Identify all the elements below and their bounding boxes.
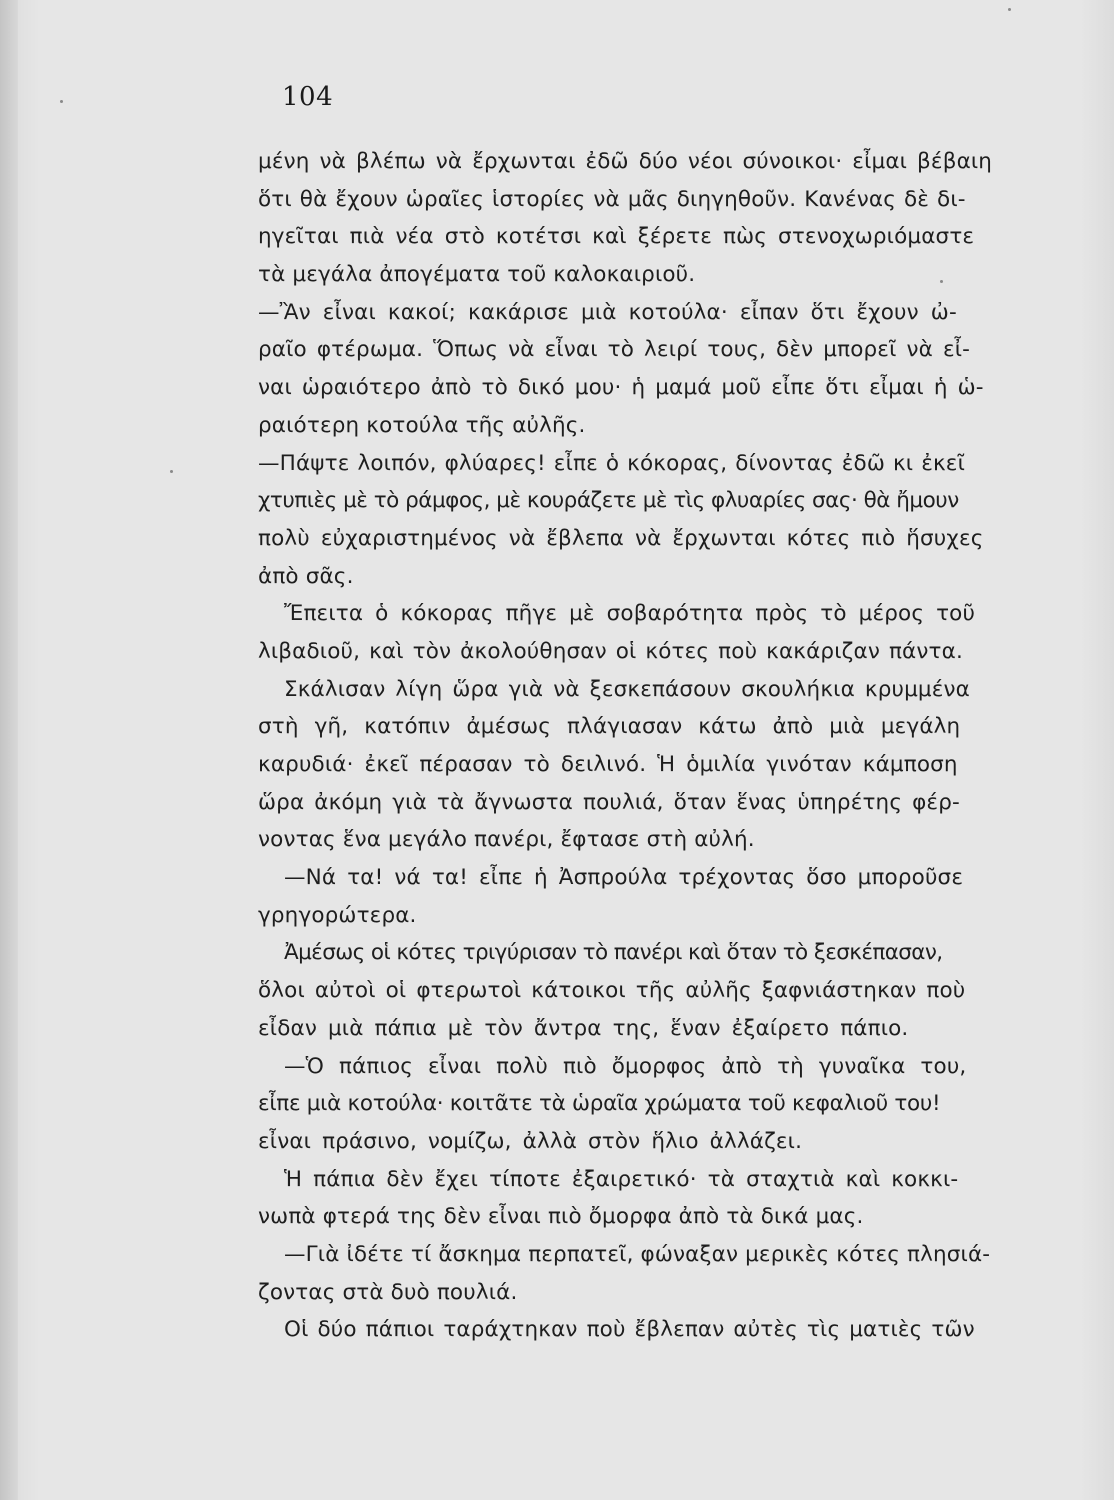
text-line: —Ἂν εἶναι κακοί; κακάρισε μιὰ κοτούλα· εἶπαν ὅτι ἔχουν ὠ- — [258, 299, 957, 325]
paper-speck — [60, 100, 63, 103]
text-line: λιβαδιοῦ, καὶ τὸν ἀκολούθησαν οἱ κότες ποὺ κακάριζαν πάντα. — [258, 638, 963, 664]
text-line: Ἔπειτα ὁ κόκορας πῆγε μὲ σοβαρότητα πρὸς τὸ μέρος τοῦ — [284, 601, 976, 627]
text-line: νοντας ἕνα μεγάλο πανέρι, ἔφτασε στὴ αὐλή. — [258, 827, 755, 853]
text-line: Ἀμέσως οἱ κότες τριγύρισαν τὸ πανέρι καὶ ὅταν τὸ ξεσκέπασαν, — [284, 940, 943, 966]
text-line: ὥρα ἀκόμη γιὰ τὰ ἄγνωστα πουλιά, ὅταν ἕνας ὑπηρέτης φέρ- — [258, 789, 960, 815]
text-line: ζοντας στὰ δυὸ πουλιά. — [258, 1279, 518, 1305]
text-line: εἶδαν μιὰ πάπια μὲ τὸν ἄντρα της, ἕναν ἐξαίρετο πάπιο. — [258, 1015, 909, 1041]
text-line: εἶναι πράσινο, νομίζω, ἀλλὰ στὸν ἥλιο ἀλλάζει. — [258, 1128, 803, 1154]
text-line: —Ὁ πάπιος εἶναι πολὺ πιὸ ὄμορφος ἀπὸ τὴ γυναῖκα του, — [284, 1053, 967, 1079]
text-line: ηγεῖται πιὰ νέα στὸ κοτέτσι καὶ ξέρετε πὼς στενοχωριόμαστε — [258, 224, 975, 250]
body-text — [258, 143, 1080, 1349]
text-line: Ἡ πάπια δὲν ἔχει τίποτε ἐξαιρετικό· τὰ σταχτιὰ καὶ κοκκι- — [284, 1166, 959, 1192]
text-line: μένη νὰ βλέπω νὰ ἔρχωνται ἐδῶ δύο νέοι σύνοικοι· εἶμαι βέβαιη — [258, 149, 993, 174]
text-line: ἀπὸ σᾶς. — [258, 563, 354, 589]
text-line: καρυδιά· ἐκεῖ πέρασαν τὸ δειλινό. Ἡ ὁμιλία γινόταν κάμποση — [258, 752, 958, 777]
text-line: γρηγορώτερα. — [258, 902, 417, 928]
book-spine-shadow — [0, 0, 18, 1500]
text-line: τὰ μεγάλα ἀπογέματα τοῦ καλοκαιριοῦ. — [258, 262, 696, 288]
text-line: Σκάλισαν λίγη ὥρα γιὰ νὰ ξεσκεπάσουν σκουλήκια κρυμμένα — [284, 676, 971, 702]
text-line: ναι ὡραιότερο ἀπὸ τὸ δικό μου· ἡ μαμά μοῦ εἶπε ὅτι εἶμαι ἡ ὡ- — [258, 375, 984, 401]
text-line: ραιότερη κοτούλα τῆς αὐλῆς. — [258, 412, 586, 438]
paper-speck — [1008, 8, 1011, 11]
text-line: στὴ γῆ, κατόπιν ἀμέσως πλάγιασαν κάτω ἀπὸ μιὰ μεγάλη — [258, 714, 961, 740]
text-line: ραῖο φτέρωμα. Ὅπως νὰ εἶναι τὸ λειρί τους, δὲν μπορεῖ νὰ εἶ- — [258, 337, 971, 363]
text-line: ὅλοι αὐτοὶ οἱ φτερωτοὶ κάτοικοι τῆς αὐλῆς ξαφνιάστηκαν ποὺ — [258, 978, 966, 1004]
page-number: 104 — [282, 82, 334, 112]
text-line: χτυπιὲς μὲ τὸ ράμφος, μὲ κουράζετε μὲ τὶς φλυαρίες σας· θὰ ἤμουν — [258, 488, 959, 514]
text-line: ὅτι θὰ ἔχουν ὡραῖες ἱστορίες νὰ μᾶς διηγηθοῦν. Κανένας δὲ δι- — [258, 186, 966, 212]
paper-speck — [170, 470, 173, 473]
text-line: εἶπε μιὰ κοτούλα· κοιτᾶτε τὰ ὡραῖα χρώματα τοῦ κεφαλιοῦ του! — [258, 1091, 941, 1117]
text-line: νωπὰ φτερά της δὲν εἶναι πιὸ ὄμορφα ἀπὸ τὰ δικά μας. — [258, 1204, 864, 1230]
text-line: —Γιὰ ἰδέτε τί ἄσκημα περπατεῖ, φώναξαν μερικὲς κότες πλησιά- — [284, 1241, 991, 1267]
text-line: —Νά τα! νά τα! εἶπε ἡ Ἀσπρούλα τρέχοντας ὅσο μποροῦσε — [284, 865, 964, 891]
text-line: Οἱ δύο πάπιοι ταράχτηκαν ποὺ ἔβλεπαν αὐτὲς τὶς ματιὲς τῶν — [284, 1317, 975, 1343]
text-line: πολὺ εὐχαριστημένος νὰ ἔβλεπα νὰ ἔρχωνται κότες πιὸ ἥσυχες — [258, 525, 984, 551]
text-line: —Πάψτε λοιπόν, φλύαρες! εἶπε ὁ κόκορας, δίνοντας ἐδῶ κι ἐκεῖ — [258, 450, 966, 476]
